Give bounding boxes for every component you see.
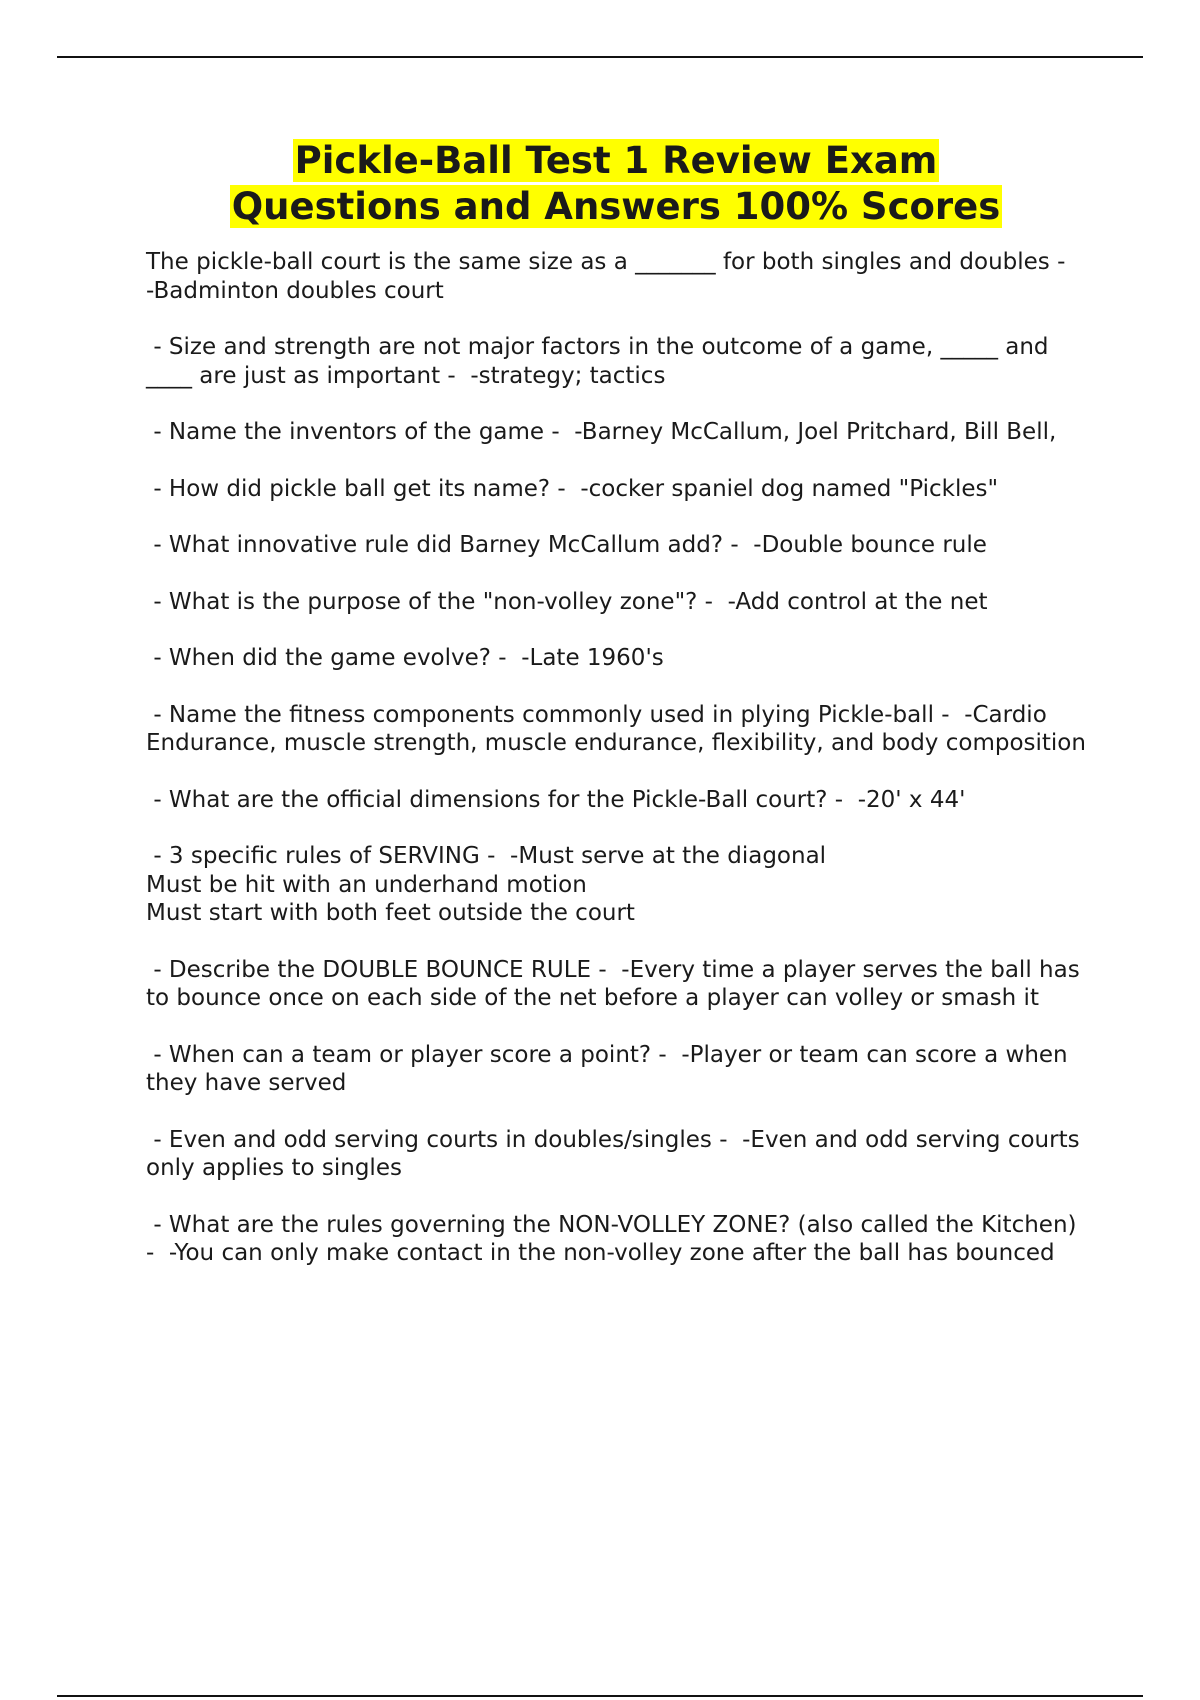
document-title (146, 138, 1086, 230)
qa-item: - Name the fitness components commonly used in plying Pickle-ball - -Cardio Endurance, muscle strength, muscle endurance, flexibility, and body composition (146, 701, 1086, 756)
qa-list (146, 248, 1086, 1268)
qa-item: - Even and odd serving courts in doubles/singles - -Even and odd serving courts only applies to singles (146, 1126, 1087, 1181)
qa-item: - Name the inventors of the game - -Barney McCallum, Joel Pritchard, Bill Bell, (146, 419, 1057, 445)
qa-item: - Size and strength are not major factors in the outcome of a game, _____ and ____ are just as important - -strategy; tactics (146, 334, 1056, 389)
title-line-2: Questions and Answers 100% Scores (231, 185, 1001, 228)
qa-item: - When did the game evolve? - -Late 1960's (146, 645, 664, 671)
qa-item: - How did pickle ball get its name? - -cocker spaniel dog named "Pickles" (146, 475, 999, 502)
qa-item: - When can a team or player score a point? - -Player or team can score a when they have served (146, 1041, 1075, 1096)
qa-item: - What are the rules governing the NON-VOLLEY ZONE? (also called the Kitchen) - -You can only make contact in the non-volley zone after the ball has bounced (146, 1211, 1084, 1266)
qa-item: - 3 specific rules of SERVING - -Must serve at the diagonal Must be hit with an underhand motion Must start with both feet outside the court (146, 843, 827, 926)
qa-item: - What are the official dimensions for the Pickle-Ball court? - -20' x 44' (146, 786, 966, 813)
qa-item: The pickle-ball court is the same size as a _______ for both singles and doubles - -Badminton doubles court (146, 249, 1081, 304)
qa-item: - Describe the DOUBLE BOUNCE RULE - -Every time a player serves the ball has to bounce once on each side of the net before a player can volley or smash it (146, 956, 1087, 1011)
qa-item: - What innovative rule did Barney McCallum add? - -Double bounce rule (146, 532, 987, 558)
top-rule (57, 56, 1143, 58)
title-line-1: Pickle-Ball Test 1 Review Exam (294, 139, 938, 182)
qa-item: - What is the purpose of the "non-volley zone"? - -Add control at the net (146, 588, 988, 615)
document-body (146, 138, 1086, 1296)
bottom-rule (57, 1695, 1143, 1697)
